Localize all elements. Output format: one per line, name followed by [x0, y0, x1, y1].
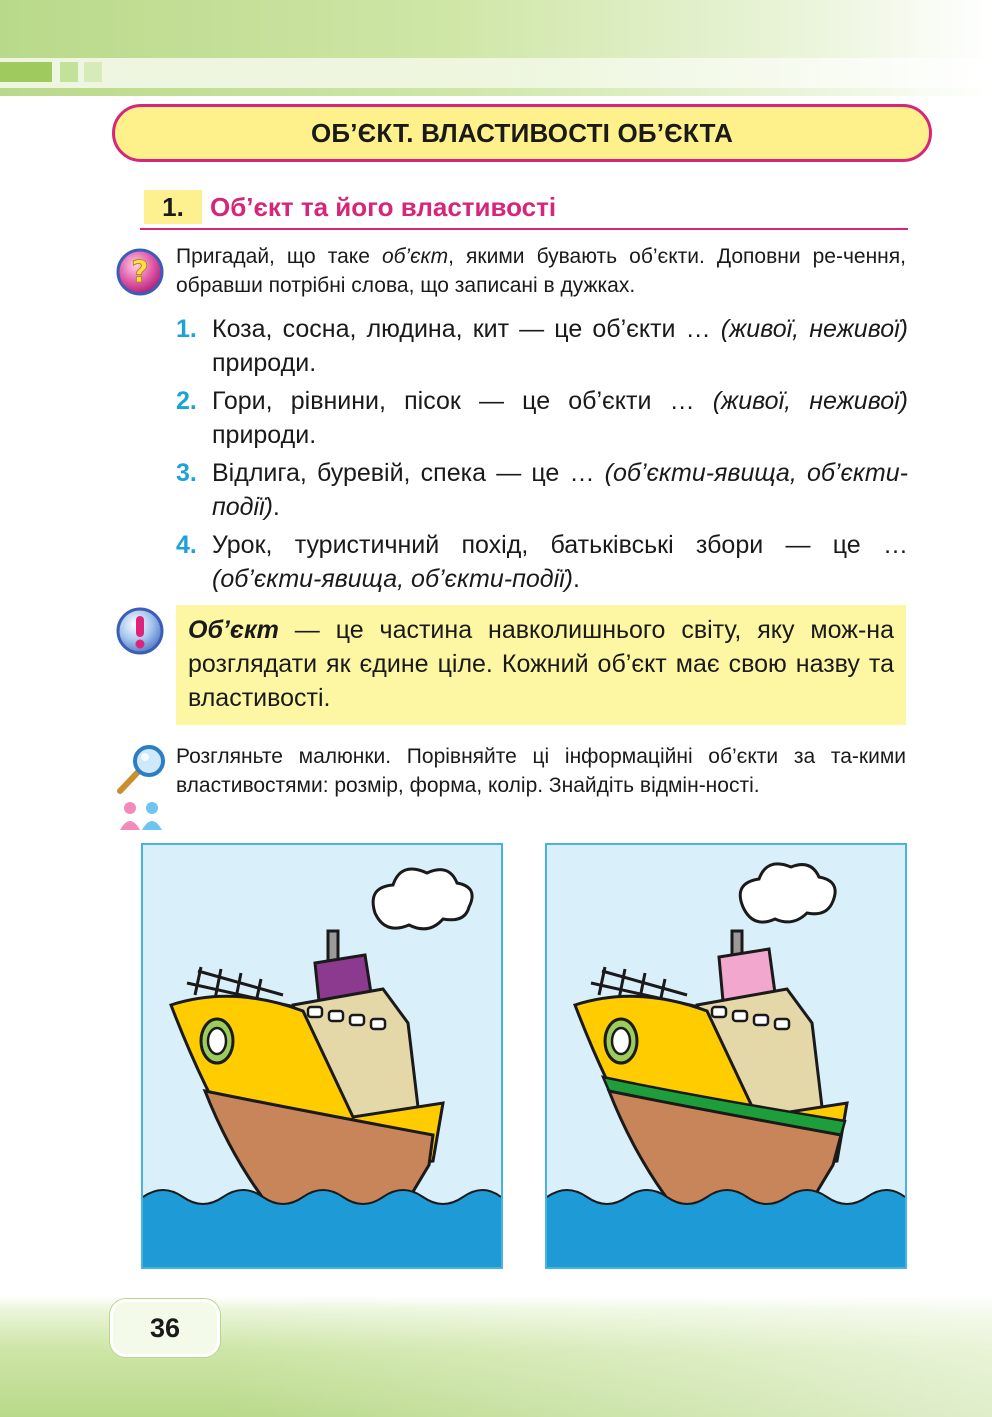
question-icon	[116, 248, 164, 296]
task-paragraph: Розгляньте малюнки. Порівняйте ці інформаційні об’єкти за та-кими властивостями: розмір, форма, колір. Знайдіть відмін-ності.	[176, 745, 906, 797]
section-number: 1.	[144, 190, 202, 224]
list-item: 2. Гори, рівнини, пісок — це об’єкти … (живої, неживої) природи.	[176, 387, 908, 449]
page-number	[110, 1299, 220, 1357]
definition-box	[176, 605, 906, 725]
intro-paragraph: Пригадай, що таке об’єкт, якими бувають об’єкти. Доповни ре-чення, обравши потрібні слова, що записані в дужках.	[176, 245, 906, 297]
top-decorative-band	[0, 0, 992, 96]
list-item: 3. Відлига, буревій, спека — це … (об’єкти-явища, об’єкти-події).	[176, 459, 908, 521]
page-title-text: ОБ’ЄКТ. ВЛАСТИВОСТІ ОБ’ЄКТА	[310, 117, 734, 148]
page-number-text: 36	[149, 1312, 181, 1343]
pair-work-icon	[116, 800, 166, 832]
sentence-list	[176, 312, 908, 600]
page-title	[112, 104, 932, 162]
section-underline	[140, 228, 908, 230]
ship-picture-right	[545, 843, 907, 1269]
list-item: 1. Коза, сосна, людина, кит — це об’єкти … (живої, неживої) природи.	[176, 315, 908, 377]
ship-picture-left	[141, 843, 503, 1269]
section-title: Об’єкт та його властивості	[210, 192, 557, 222]
exclamation-icon	[116, 607, 164, 655]
list-item: 4. Урок, туристичний похід, батьківські збори — це … (об’єкти-явища, об’єкти-події).	[176, 531, 908, 593]
svg-text:?: ?	[131, 255, 149, 290]
definition-term: Об’єкт	[188, 616, 279, 644]
magnifier-icon	[116, 744, 168, 794]
definition-text: — це частина навколишнього світу, яку мож-на розглядати як єдине ціле. Кожний об’єкт має свою назву та властивості.	[188, 616, 894, 712]
